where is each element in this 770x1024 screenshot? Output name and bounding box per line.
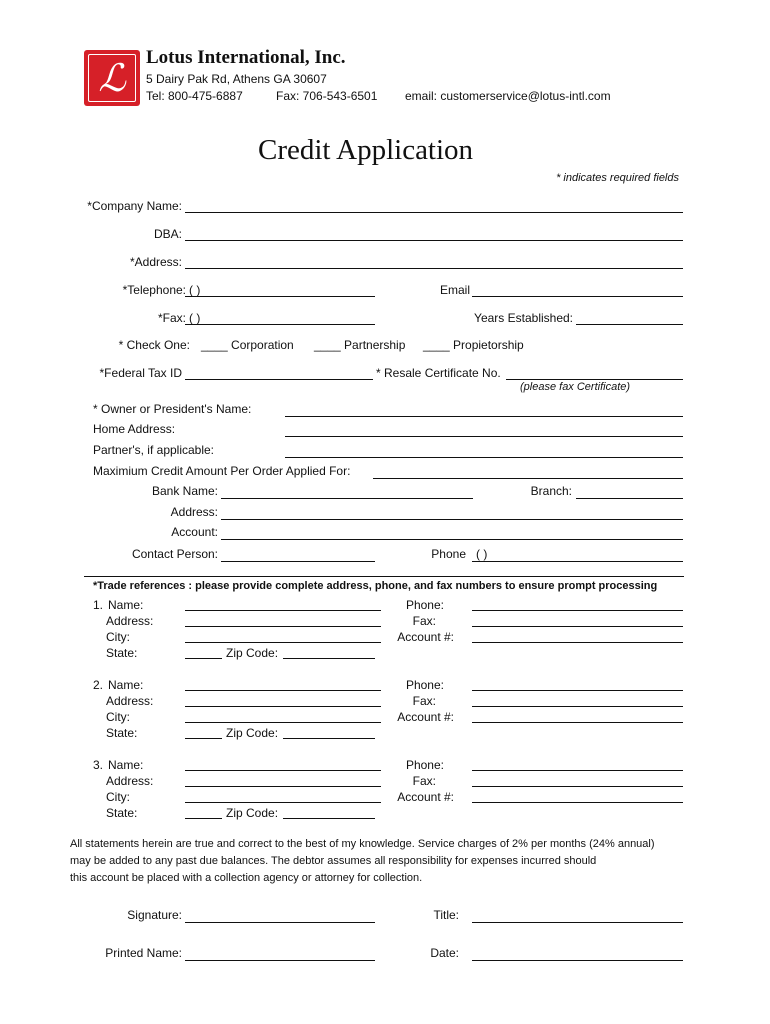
check-one-label: * Check One:	[118, 338, 190, 352]
printed-name-label: Printed Name:	[105, 946, 182, 960]
fax-field[interactable]	[185, 324, 375, 325]
contact-person-label: Contact Person:	[131, 547, 218, 561]
trade-3-zip-label: Zip Code:	[226, 806, 279, 820]
trade-1-state-label: State:	[106, 646, 138, 660]
trade-2-address-field[interactable]	[185, 706, 381, 707]
company-name: Lotus International, Inc.	[146, 47, 346, 68]
email-label: Email	[439, 283, 470, 297]
max-credit-field[interactable]	[373, 478, 683, 479]
trade-2-zip-label: Zip Code:	[226, 726, 279, 740]
resale-certificate-field[interactable]	[506, 379, 683, 380]
trade-1-address-label: Address:	[106, 614, 154, 628]
bank-name-label: Bank Name:	[151, 484, 218, 498]
company-tel: Tel: 800-475-6887	[146, 89, 243, 103]
telephone-label: *Telephone:	[122, 283, 186, 297]
company-email: email: customerservice@lotus-intl.com	[405, 89, 611, 103]
date-field[interactable]	[472, 960, 683, 961]
trade-2-state-field[interactable]	[185, 738, 222, 739]
trade-2-account-label: Account #:	[397, 710, 454, 724]
statement-line-2: may be added to any past due balances. The debtor assumes all responsibility for expenses incurred should	[70, 855, 597, 867]
fax-label: *Fax:	[157, 311, 186, 325]
telephone-field[interactable]	[185, 296, 375, 297]
partnership-option[interactable]: ____ Partnership	[314, 338, 406, 352]
trade-2-name-label: Name:	[108, 678, 144, 692]
trade-1-phone-label: Phone:	[405, 598, 444, 612]
printed-name-field[interactable]	[185, 960, 375, 961]
trade-3-city-label: City:	[106, 790, 130, 804]
lotus-logo-icon: ℒ	[98, 56, 126, 100]
signature-field[interactable]	[185, 922, 375, 923]
trade-1-city-label: City:	[106, 630, 130, 644]
trade-3-address-field[interactable]	[185, 786, 381, 787]
trade-3-city-field[interactable]	[185, 802, 381, 803]
trade-1-account-field[interactable]	[472, 642, 683, 643]
trade-2-number: 2.	[93, 678, 104, 692]
address-field[interactable]	[185, 268, 683, 269]
trade-1-state-field[interactable]	[185, 658, 222, 659]
trade-2-zip-field[interactable]	[283, 738, 375, 739]
max-credit-label: Maximium Credit Amount Per Order Applied For:	[93, 464, 351, 478]
trade-1-name-label: Name:	[108, 598, 144, 612]
trade-references-header: *Trade references : please provide complete address, phone, and fax numbers to ensure prompt processing	[93, 580, 658, 592]
trade-1-phone-field[interactable]	[472, 610, 683, 611]
trade-2-phone-field[interactable]	[472, 690, 683, 691]
dba-field[interactable]	[185, 240, 683, 241]
trade-1-number: 1.	[93, 598, 104, 612]
contact-person-field[interactable]	[221, 561, 375, 562]
account-label: Account:	[171, 525, 218, 539]
company-address: 5 Dairy Pak Rd, Athens GA 30607	[146, 72, 327, 86]
statement-line-3: this account be placed with a collection agency or attorney for collection.	[70, 872, 423, 884]
required-note: * indicates required fields	[556, 172, 679, 184]
trade-3-state-field[interactable]	[185, 818, 222, 819]
trade-3-name-label: Name:	[108, 758, 144, 772]
trade-2-account-field[interactable]	[472, 722, 683, 723]
title-label: Title:	[433, 908, 459, 922]
date-label: Date:	[430, 946, 459, 960]
phone-field[interactable]	[472, 561, 683, 562]
trade-1-zip-label: Zip Code:	[226, 646, 279, 660]
trade-1-fax-label: Fax:	[412, 614, 436, 628]
federal-tax-field[interactable]	[185, 379, 373, 380]
trade-2-phone-label: Phone:	[405, 678, 444, 692]
trade-3-number: 3.	[93, 758, 104, 772]
branch-label: Branch:	[530, 484, 572, 498]
trade-divider	[84, 576, 684, 577]
trade-3-name-field[interactable]	[185, 770, 381, 771]
bank-address-label: Address:	[170, 505, 218, 519]
page-title: Credit Application	[258, 134, 474, 166]
bank-name-field[interactable]	[221, 498, 473, 499]
email-field[interactable]	[472, 296, 683, 297]
trade-2-fax-label: Fax:	[412, 694, 436, 708]
owner-field[interactable]	[285, 416, 683, 417]
trade-1-address-field[interactable]	[185, 626, 381, 627]
trade-3-fax-label: Fax:	[412, 774, 436, 788]
years-established-field[interactable]	[576, 324, 683, 325]
trade-1-city-field[interactable]	[185, 642, 381, 643]
home-address-label: Home Address:	[93, 422, 176, 436]
trade-3-phone-label: Phone:	[405, 758, 444, 772]
federal-tax-label: *Federal Tax ID	[99, 366, 182, 380]
phone-label: Phone	[431, 547, 466, 561]
trade-3-phone-field[interactable]	[472, 770, 683, 771]
partners-label: Partner's, if applicable:	[93, 443, 215, 457]
trade-1-name-field[interactable]	[185, 610, 381, 611]
trade-2-fax-field[interactable]	[472, 706, 683, 707]
trade-3-state-label: State:	[106, 806, 138, 820]
trade-2-city-field[interactable]	[185, 722, 381, 723]
trade-1-account-label: Account #:	[397, 630, 454, 644]
bank-address-field[interactable]	[221, 519, 683, 520]
trade-1-fax-field[interactable]	[472, 626, 683, 627]
trade-2-city-label: City:	[106, 710, 130, 724]
company-fax: Fax: 706-543-6501	[276, 89, 378, 103]
title-field[interactable]	[472, 922, 683, 923]
years-established-label: Years Established:	[474, 311, 573, 325]
account-field[interactable]	[221, 539, 683, 540]
trade-1-zip-field[interactable]	[283, 658, 375, 659]
signature-label: Signature:	[127, 908, 182, 922]
trade-2-state-label: State:	[106, 726, 138, 740]
home-address-field[interactable]	[285, 436, 683, 437]
trade-3-account-field[interactable]	[472, 802, 683, 803]
trade-3-account-label: Account #:	[397, 790, 454, 804]
fax-certificate-note: (please fax Certificate)	[520, 381, 631, 393]
statement-line-1: All statements herein are true and correct to the best of my knowledge. Service charges of 2% per months (24% annual)	[70, 838, 655, 850]
company-logo	[84, 50, 140, 106]
partners-field[interactable]	[285, 457, 683, 458]
fax-area-code: ( )	[189, 311, 201, 325]
proprietorship-option[interactable]: ____ Propietorship	[423, 338, 524, 352]
phone-area-code: ( )	[476, 547, 488, 561]
telephone-area-code: ( )	[189, 283, 201, 297]
trade-3-address-label: Address:	[106, 774, 154, 788]
trade-3-zip-field[interactable]	[283, 818, 375, 819]
company-name-field[interactable]	[185, 212, 683, 213]
address-label: *Address:	[129, 255, 182, 269]
company-name-label: *Company Name:	[87, 199, 182, 213]
trade-2-name-field[interactable]	[185, 690, 381, 691]
owner-label: * Owner or President's Name:	[93, 402, 252, 416]
trade-2-address-label: Address:	[106, 694, 154, 708]
trade-3-fax-field[interactable]	[472, 786, 683, 787]
resale-certificate-label: * Resale Certificate No.	[376, 366, 501, 380]
branch-field[interactable]	[576, 498, 683, 499]
corporation-option[interactable]: ____ Corporation	[201, 338, 294, 352]
dba-label: DBA:	[153, 227, 182, 241]
